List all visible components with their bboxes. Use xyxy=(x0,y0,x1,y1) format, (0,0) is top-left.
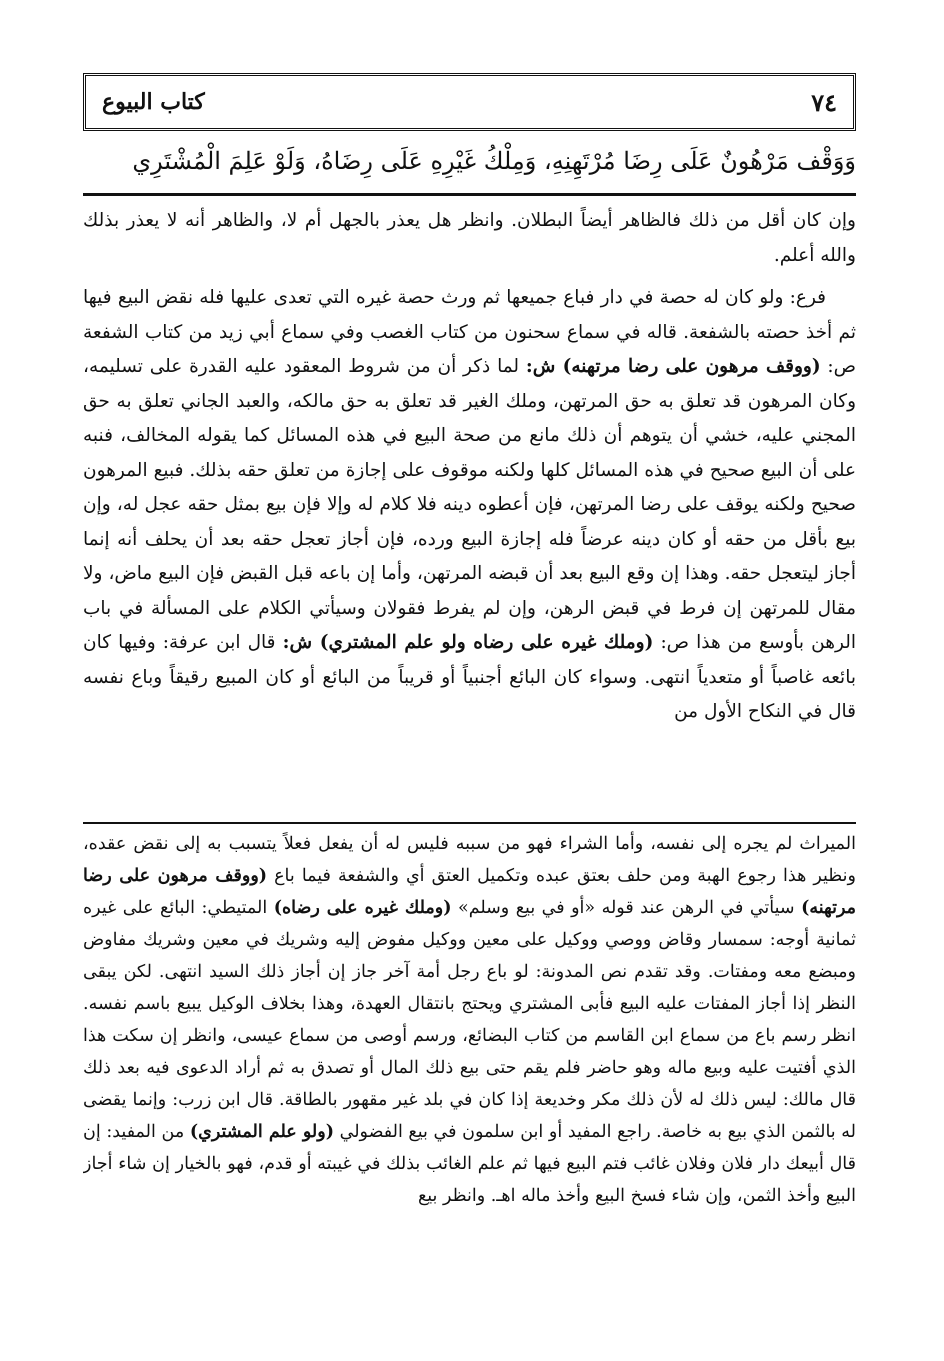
commentary-text: لما ذكر أن من شروط المعقود عليه القدرة على تسليمه، وكان المرهون قد تعلق به حق المرتهن، وملك الغير قد تعلق به حق مالكه، والعبد الجاني تعلق به حق المجني عليه، خشي أن يتوهم أن ذلك مانع من صحة البيع في هذه المسائل كما يقوله المخالف، فنبه على أن البيع صحيح في هذه المسائل كلها ولكنه موقوف على إجازة من تعلق حقه بذلك. فبيع المرهون صحيح ولكنه يوقف على رضا المرتهن، فإن أعطوه دينه فلا كلام له وإلا فإن بيع بمثل حقه عجل له، وإن بيع بأقل من حقه أو كان دينه عرضاً فله إجازة البيع ورده، فإن أجاز تعجل حقه بعد أن يحلف أنه إنما أجاز ليتعجل حقه. وهذا إن وقع البيع بعد أن قبضه المرتهن، وأما إن باعه قبل القبض فإن البيع ماض، ولا مقال للمرتهن إن فرط في قبض الرهن، وإن لم يفرط فقولان وسيأتي الكلام على المسألة في باب الرهن بأوسع من هذا ص: xyxy=(83,356,856,653)
footnote-text: من المفيد: إن قال أبيعك دار فلان وفلان غائب فتم البيع فيها ثم علم الغائب بذلك في غيبته أو قدم، فهو بالخيار إن شاء أجاز البيع وأخذ الثمن، وإن شاء فسخ البيع وأخذ ماله اهـ. وانظر بيع xyxy=(83,1122,856,1206)
footnote-text: سيأتي في الرهن عند قوله «أو في بيع وسلم» xyxy=(458,898,795,918)
footnotes-body xyxy=(83,828,856,1348)
book-title: كتاب البيوع xyxy=(102,89,205,115)
footnote-quote: (ووقف مرهون على رضا مرتهنه) xyxy=(83,866,856,918)
commentary-text: قال ابن عرفة: وفيها كان بائعه غاصباً أو متعدياً انتهى. وسواء كان البائع أجنبياً أو قريباً من البائع أو كان المبيع رقيقاً وباع نفسه قال في النكاح الأول من xyxy=(83,632,856,722)
footnote-quote: (وملك غيره على رضاه) xyxy=(273,898,452,918)
commentary-paragraph-2 xyxy=(83,281,856,730)
running-header xyxy=(83,73,856,131)
footnote-paragraph xyxy=(83,828,856,1212)
footnote-text: المتيطي: البائع على غيره ثمانية أوجه: سمسار وقاض ووصي ووكيل على معين ووكيل مفوض إليه وشريك في معين وشريك مفاوض ومبضع معه ومفتات. وقد تقدم نص المدونة: لو باع رجل أمة آخر جاز إن أجاز ذلك السيد انتهى. لكن يبقى النظر إذا أجاز المفتات عليه البيع فأبى المشتري ويحتج بانتقال العهدة، وهذا بخلاف الوكيل يبيع باسم نفسه. انظر رسم باع من سماع ابن القاسم من كتاب البضائع، ورسم أوصى من سماع عيسى، وانظر إن سكت هذا الذي أفتيت عليه وبيع ماله وهو حاضر فلم يقم حتى بيع ذلك المال أو تصدق به ثم أراد الدعوى فيه بعد ذلك قال مالك: ليس ذلك له لأن ذلك مكر وخديعة إذا كان في بلد غير مقهور بالطاقة. قال ابن زرب: وإنما يقضى له بالثمن الذي بيع به خاصة. راجع المفيد أو ابن سلمون في بيع الفضولي xyxy=(83,898,856,1142)
footnote-text: الميراث لم يجره إلى نفسه، وأما الشراء فهو من سببه فليس له أن يفعل فعلاً يتسبب به إلى نقض عقده، ونظير هذا رجوع الهبة ومن حلف بعتق عبده وتكميل العتق أي والشفعة فيما باع xyxy=(83,834,856,886)
matn-quote: (ووقف مرهون على رضا مرتهنه) ش: xyxy=(525,356,821,377)
footnote-quote: (ولو علم المشتري) xyxy=(189,1122,334,1142)
commentary-paragraph-1: وإن كان أقل من ذلك فالظاهر أيضاً البطلان. وانظر هل يعذر بالجهل أم لا، والظاهر أنه لا يعذر بذلك والله أعلم. xyxy=(83,210,856,266)
matn-divider xyxy=(83,193,856,196)
commentary-text: فرع: ولو كان له حصة في دار فباع جميعها ثم ورث حصة غيره التي تعدى عليها فله نقض البيع فيها ثم أخذ حصته بالشفعة. قاله في سماع سحنون من كتاب الغصب وفي سماع أبي زيد من كتاب الشفعة ص: xyxy=(83,287,856,377)
matn-quote: (وملك غيره على رضاه ولو علم المشتري) ش: xyxy=(282,632,654,653)
page-number: ٧٤ xyxy=(811,87,837,117)
footnote-divider xyxy=(83,822,856,824)
commentary-body xyxy=(83,204,856,819)
matn-text: وَوَقْف مَرْهُونٌ عَلَى رِضَا مُرْتَهِنِهِ، وَمِلْكُ غَيْرِهِ عَلَى رِضَاهُ، وَلَوْ عَلِمَ الْمُشْتَرِي xyxy=(132,147,856,175)
